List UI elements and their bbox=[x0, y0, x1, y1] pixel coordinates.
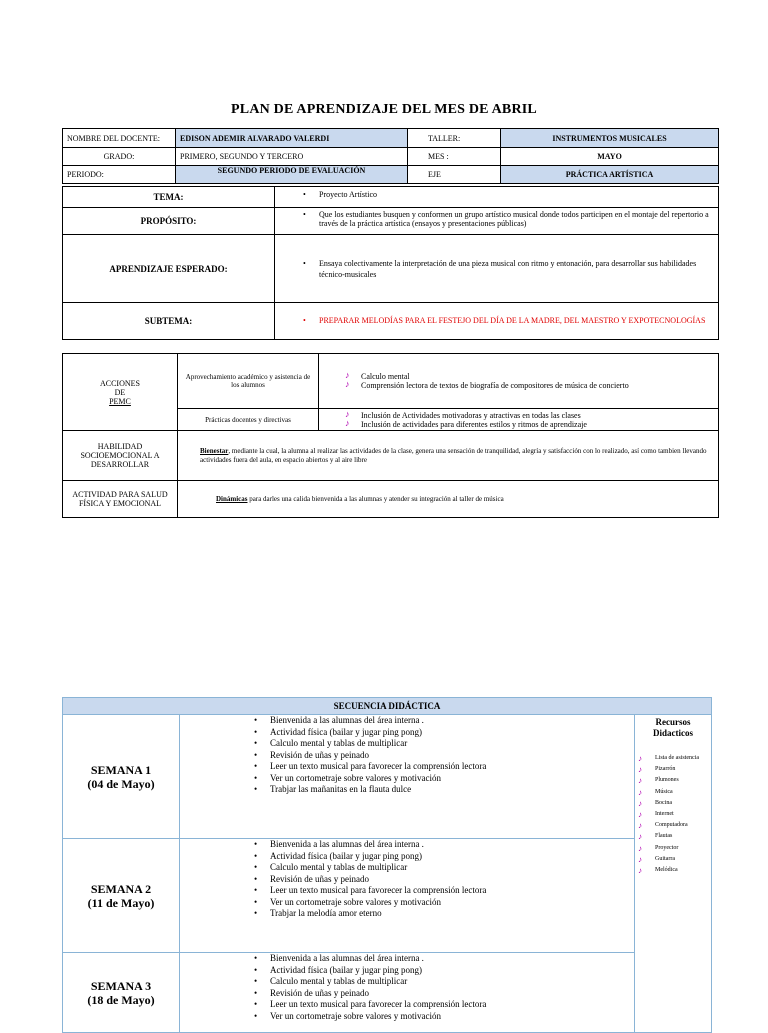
activity-item: • Calculo mental y tablas de multiplicar bbox=[180, 738, 634, 750]
aprovechamiento-item: ♪ Calculo mental bbox=[345, 370, 410, 381]
activity-item: • Ver un cortometraje sobre valores y motivación bbox=[180, 1011, 634, 1023]
recurso-item: ♪ Pizarrón bbox=[638, 765, 676, 775]
practicas-item: ♪ Inclusión de Actividades motivadoras y atractivas en todas las clases bbox=[345, 408, 581, 420]
semana-cell bbox=[63, 839, 180, 953]
actividad-desc: para darles una calida bienvenida a las alumnas y atender su integración al taller de música bbox=[247, 495, 504, 503]
proposito-item: • Que los estudiantes busquen y conformen un grupo artístico musical donde todos participen en el montaje del repertorio a través de la práctica artística (ensayos y presentaciones públicas) bbox=[279, 210, 714, 228]
music-note-icon: ♪ bbox=[638, 810, 642, 820]
aprendizaje-label: APRENDIZAJE ESPERADO: bbox=[63, 235, 275, 303]
recurso-item: ♪ Plumones bbox=[638, 776, 679, 786]
aprovechamiento-label: Aprovechamiento académico y asistencia de los alumnos bbox=[178, 354, 319, 409]
subtema-list bbox=[279, 316, 714, 326]
semana-activity-list bbox=[180, 839, 634, 920]
recursos-list bbox=[638, 753, 708, 876]
music-note-icon: ♪ bbox=[638, 832, 642, 842]
mes-label: MES : bbox=[408, 148, 501, 166]
actividad-text bbox=[178, 481, 719, 518]
music-note-icon: ♪ bbox=[638, 776, 642, 786]
activity-item: • Bienvenida a las alumnas del área interna . bbox=[180, 715, 634, 727]
activity-item: • Trabjar la melodía amor eterno bbox=[180, 908, 634, 920]
proposito-list bbox=[279, 210, 714, 228]
music-note-icon: ♪ bbox=[638, 821, 642, 831]
aprendizaje-item: • Ensaya colectivamente la interpretación de una pieza musical con ritmo y entonación, para desarrollar sus habilidades técnico-musicales bbox=[279, 258, 714, 280]
activity-item: • Revisión de uñas y peinado bbox=[180, 750, 634, 762]
practicas-item: ♪ Inclusión de actividades para diferentes estilos y ritmos de aprendizaje bbox=[345, 417, 587, 429]
subtema-item: • PREPARAR MELODÍAS PARA EL FESTEJO DEL DÍA DE LA MADRE, DEL MAESTRO Y EXPOTECNOLOGÍAS bbox=[279, 316, 714, 326]
recurso-item: ♪ Bocina bbox=[638, 798, 672, 808]
aprovechamiento-list bbox=[323, 372, 714, 390]
periodo-value: SEGUNDO PERIODO DE EVALUACIÓN bbox=[176, 166, 408, 184]
taller-label: TALLER: bbox=[408, 129, 501, 148]
proposito-label: PROPÓSITO: bbox=[63, 208, 275, 235]
semana-label: SEMANA 2 bbox=[90, 881, 152, 896]
aprendizaje-list bbox=[279, 258, 714, 280]
activity-item: • Calculo mental y tablas de multiplicar bbox=[180, 976, 634, 988]
plan-table bbox=[62, 186, 719, 340]
music-note-icon: ♪ bbox=[638, 843, 642, 853]
recurso-item: ♪ Guitarra bbox=[638, 854, 675, 864]
pemc-table bbox=[62, 353, 719, 518]
music-note-icon: ♪ bbox=[345, 370, 350, 380]
semana-activity-list bbox=[180, 953, 634, 1022]
grado-value: PRIMERO, SEGUNDO Y TERCERO bbox=[176, 148, 408, 166]
practicas-label: Prácticas docentes y directivas bbox=[178, 409, 319, 431]
music-note-icon: ♪ bbox=[638, 866, 642, 876]
music-note-icon: ♪ bbox=[638, 854, 642, 864]
recurso-item: ♪ Música bbox=[638, 787, 673, 797]
recurso-item: ♪ Computadora bbox=[638, 821, 688, 831]
activity-item: • Bienvenida a las alumnas del área interna . bbox=[180, 953, 634, 965]
activity-item: • Leer un texto musical para favorecer la comprensión lectora bbox=[180, 885, 634, 897]
semana-activity-list bbox=[180, 715, 634, 796]
taller-value: INSTRUMENTOS MUSICALES bbox=[501, 129, 719, 148]
activity-item: • Actividad física (bailar y jugar ping pong) bbox=[180, 851, 634, 863]
secuencia-table bbox=[62, 697, 712, 1033]
semana-date: (18 de Mayo) bbox=[87, 992, 155, 1007]
page-title: PLAN DE APRENDIZAJE DEL MES DE ABRIL bbox=[231, 102, 537, 117]
activity-item: • Bienvenida a las alumnas del área interna . bbox=[180, 839, 634, 851]
docente-label: NOMBRE DEL DOCENTE: bbox=[63, 129, 176, 148]
habilidad-desc: , mediante la cual, la alumna al realizar las actividades de la clase, genera una sensación de tranquilidad, alegría y satisfacción con lo realizado, así como tambien llevando actividades fuera del aula, en espacio abiertos y al aire libre bbox=[200, 446, 707, 464]
recurso-item: ♪ Proyector bbox=[638, 843, 679, 853]
recursos-cell bbox=[635, 715, 712, 1033]
tema-list bbox=[279, 190, 714, 200]
subtema-label: SUBTEMA: bbox=[63, 303, 275, 340]
secuencia-header: SECUENCIA DIDÁCTICA bbox=[63, 698, 712, 715]
semana-date: (11 de Mayo) bbox=[87, 895, 155, 910]
periodo-label: PERIODO: bbox=[63, 166, 176, 184]
activity-item: • Calculo mental y tablas de multiplicar bbox=[180, 862, 634, 874]
acciones-label-3: PEMC bbox=[109, 396, 131, 406]
recurso-item: ♪ Internet bbox=[638, 810, 674, 820]
eje-label: EJE bbox=[408, 166, 501, 184]
habilidad-term: Bienestar bbox=[200, 446, 229, 455]
activity-item: • Actividad física (bailar y jugar ping pong) bbox=[180, 727, 634, 739]
music-note-icon: ♪ bbox=[345, 379, 350, 389]
activity-item: • Leer un texto musical para favorecer la comprensión lectora bbox=[180, 761, 634, 773]
aprovechamiento-item: ♪ Comprensión lectora de textos de biografía de compositores de música de concierto bbox=[345, 379, 629, 390]
semana-label: SEMANA 3 bbox=[90, 978, 152, 993]
recurso-item: ♪ Flautas bbox=[638, 832, 673, 842]
actividad-label: ACTIVIDAD PARA SALUD FÍSICA Y EMOCIONAL bbox=[63, 481, 178, 518]
header-table bbox=[62, 128, 719, 184]
music-note-icon: ♪ bbox=[638, 765, 642, 775]
activity-item: • Ver un cortometraje sobre valores y motivación bbox=[180, 773, 634, 785]
actividad-term: Dinámicas bbox=[216, 495, 248, 503]
habilidad-text bbox=[178, 431, 719, 481]
recursos-title: Recursos Didacticos bbox=[653, 717, 693, 738]
practicas-list bbox=[323, 408, 714, 429]
semana-label: SEMANA 1 bbox=[90, 762, 152, 777]
activity-item: • Trabjar las mañanitas en la flauta dulce bbox=[180, 784, 634, 796]
activity-item: • Revisión de uñas y peinado bbox=[180, 988, 634, 1000]
acciones-label-2: DE bbox=[114, 387, 126, 397]
acciones-label-1: ACCIONES bbox=[99, 378, 140, 388]
music-note-icon: ♪ bbox=[638, 798, 642, 808]
music-note-icon: ♪ bbox=[638, 787, 642, 797]
habilidad-label: HABILIDAD SOCIOEMOCIONAL A DESARROLLAR bbox=[63, 431, 178, 481]
recurso-item: ♪ Melódica bbox=[638, 866, 678, 876]
music-note-icon: ♪ bbox=[345, 417, 350, 428]
acciones-cell bbox=[63, 354, 178, 431]
grado-label: GRADO: bbox=[63, 148, 176, 166]
eje-value: PRÁCTICA ARTÍSTICA bbox=[501, 166, 719, 184]
activity-item: • Revisión de uñas y peinado bbox=[180, 874, 634, 886]
music-note-icon: ♪ bbox=[638, 754, 642, 763]
tema-label: TEMA: bbox=[63, 187, 275, 208]
tema-item: • Proyecto Artístico bbox=[279, 190, 714, 200]
mes-value: MAYO bbox=[501, 148, 719, 166]
activity-item: • Actividad física (bailar y jugar ping pong) bbox=[180, 965, 634, 977]
music-note-icon: ♪ bbox=[345, 408, 350, 419]
recurso-item: ♪ Lista de asistencia bbox=[638, 754, 699, 763]
semana-cell bbox=[63, 953, 180, 1033]
semana-cell bbox=[63, 715, 180, 839]
activity-item: • Ver un cortometraje sobre valores y motivación bbox=[180, 897, 634, 909]
docente-value: EDISON ADEMIR ALVARADO VALERDI bbox=[176, 129, 408, 148]
activity-item: • Leer un texto musical para favorecer la comprensión lectora bbox=[180, 999, 634, 1011]
semana-date: (04 de Mayo) bbox=[87, 776, 155, 791]
